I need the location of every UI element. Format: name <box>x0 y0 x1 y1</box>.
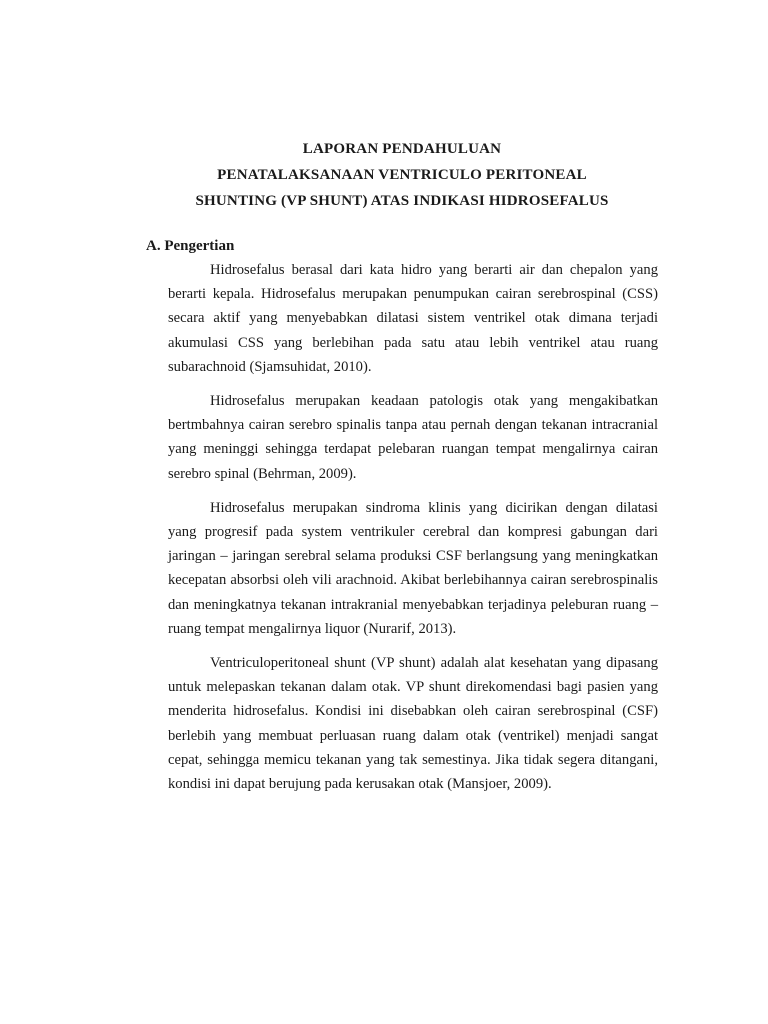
paragraph-4: Ventriculoperitoneal shunt (VP shunt) adalah alat kesehatan yang dipasang untuk melepaskan tekanan dalam otak. VP shunt direkomendasi bagi pasien yang menderita hidrosefalus. Kondisi ini disebabkan oleh cairan serebrospinal (CSF) berlebih yang membuat perluasan ruang dalam otak (ventrikel) menjadi sangat cepat, sehingga memicu tekanan yang tak semestinya. Jika tidak segera ditangani, kondisi ini dapat berujung pada kerusakan otak (Mansjoer, 2009). <box>168 655 658 793</box>
title-line-3: SHUNTING (VP SHUNT) ATAS INDIKASI HIDROSEFALUS <box>195 193 609 209</box>
document-title <box>0 136 768 214</box>
paragraph-2: Hidrosefalus merupakan keadaan patologis otak yang mengakibatkan bertmbahnya cairan serebro spinalis tanpa atau pernah dengan tekanan intracranial yang meninggi sehingga terdapat pelebaran ruangan tempat mengalirnya cairan serebro spinal (Behrman, 2009). <box>168 393 658 482</box>
body-text <box>168 258 658 806</box>
section-heading: A. Pengertian <box>146 238 235 254</box>
title-line-2: PENATALAKSANAAN VENTRICULO PERITONEAL <box>217 167 587 183</box>
title-line-1: LAPORAN PENDAHULUAN <box>302 141 502 157</box>
paragraph-1: Hidrosefalus berasal dari kata hidro yang berarti air dan chepalon yang berarti kepala. Hidrosefalus merupakan penumpukan cairan serebrospinal (CSS) secara aktif yang menyebabkan dilatasi sistem ventrikel otak dimana terjadi akumulasi CSS yang berlebihan pada satu atau lebih ventrikel atau ruang subarachnoid (Sjamsuhidat, 2010). <box>168 262 658 375</box>
paragraph-3: Hidrosefalus merupakan sindroma klinis yang dicirikan dengan dilatasi yang progresif pada system ventrikuler cerebral dan kompresi gabungan dari jaringan – jaringan serebral selama produksi CSF berlangsung yang meningkatkan kecepatan absorbsi oleh vili arachnoid. Akibat berlebihannya cairan serebrospinalis dan meningkatnya tekanan intrakranial menyebabkan terjadinya peleburan ruang – ruang tempat mengalirnya liquor (Nurarif, 2013). <box>168 499 658 637</box>
